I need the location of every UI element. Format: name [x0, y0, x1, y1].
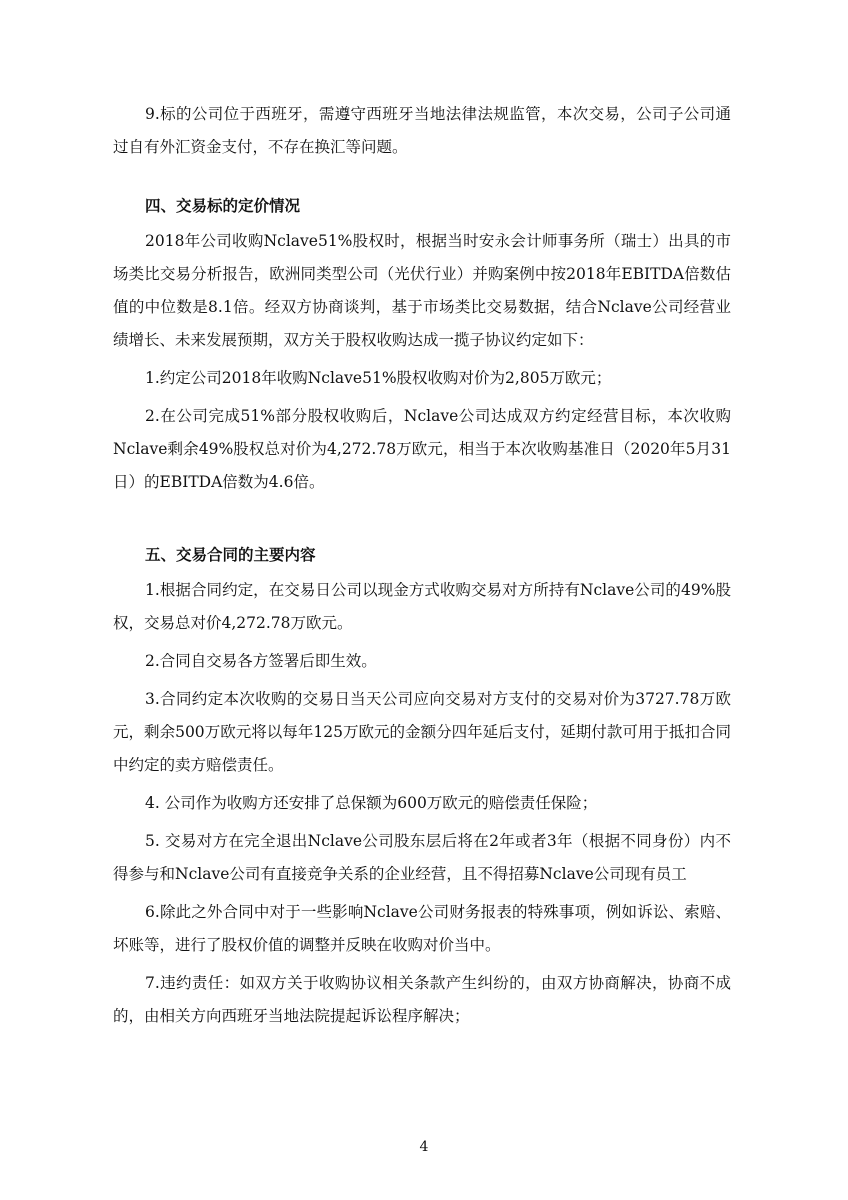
- page-number: 4: [419, 1139, 429, 1155]
- paragraph-pricing-1: 1.约定公司2018年收购Nclave51%股权收购对价为2,805万欧元；: [145, 369, 612, 387]
- paragraph-pricing-2: 2.在公司完成51%部分股权收购后，Nclave公司达成双方约定经营目标，本次收购Nclave剩余49%股权总对价为4,272.78万欧元，相当于本次收购基准日（2020年5月31日）的EBITDA倍数为4.6倍。: [113, 407, 731, 491]
- paragraph-contract-3: 3.合同约定本次收购的交易日当天公司应向交易对方支付的交易对价为3727.78万欧元，剩余500万欧元将以每年125万欧元的金额分四年延后支付，延期付款可用于抵扣合同中约定的卖方赔偿责任。: [113, 690, 731, 774]
- section-heading-pricing: 四、交易标的定价情况: [145, 197, 301, 215]
- paragraph-contract-7: 7.违约责任：如双方关于收购协议相关条款产生纠纷的，由双方协商解决，协商不成的，由相关方向西班牙当地法院提起诉讼程序解决；: [113, 974, 731, 1025]
- document-body: [113, 98, 731, 1038]
- paragraph-pricing-basis: 2018年公司收购Nclave51%股权时，根据当时安永会计师事务所（瑞士）出具的市场类比交易分析报告，欧洲同类型公司（光伏行业）并购案例中按2018年EBITDA倍数估值的中位数是8.1倍。经双方协商谈判，基于市场类比交易数据，结合Nclave公司经营业绩增长、未来发展预期，双方关于股权收购达成一揽子协议约定如下：: [113, 232, 731, 349]
- section-heading-contract: 五、交易合同的主要内容: [145, 546, 316, 564]
- paragraph-contract-6: 6.除此之外合同中对于一些影响Nclave公司财务报表的特殊事项，例如诉讼、索赔、坏账等，进行了股权价值的调整并反映在收购对价当中。: [113, 903, 731, 954]
- paragraph-contract-4: 4. 公司作为收购方还安排了总保额为600万欧元的赔偿责任保险；: [145, 794, 598, 812]
- paragraph-contract-5: 5. 交易对方在完全退出Nclave公司股东层后将在2年或者3年（根据不同身份）内不得参与和Nclave公司有直接竞争关系的企业经营，且不得招募Nclave公司现有员工: [113, 832, 731, 883]
- paragraph-intro-9: 9.标的公司位于西班牙，需遵守西班牙当地法律法规监管，本次交易，公司子公司通过自有外汇资金支付，不存在换汇等问题。: [113, 105, 731, 156]
- paragraph-contract-2: 2.合同自交易各方签署后即生效。: [145, 652, 377, 670]
- paragraph-contract-1: 1.根据合同约定，在交易日公司以现金方式收购交易对方所持有Nclave公司的49%股权，交易总对价4,272.78万欧元。: [113, 581, 731, 632]
